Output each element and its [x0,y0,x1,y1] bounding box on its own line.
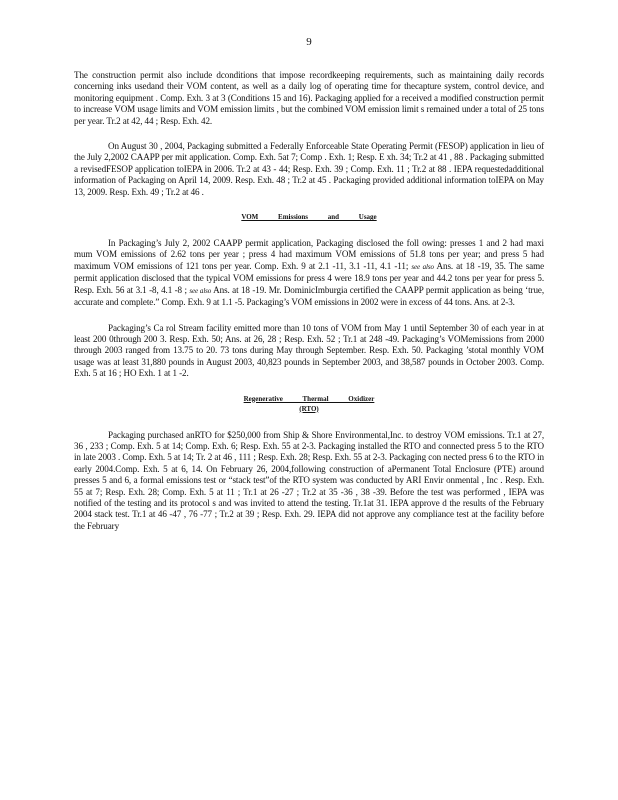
signal-see-also-1: see also [411,262,434,271]
paragraph-fesop-application: On August 30 , 2004, Packaging submitted a Federally Enforceable State Operating Permit (FESOP) application in lieu of the July 2,2002 CAAPP per mit application. Comp. Exh. 5at 7; Comp . Exh. 1; Resp. E xh. 34; Tr.2 at 41 , 88 . Packaging submitted a revisedFESOP application toIEPA in 2006. Tr.2 at 43 - 44; Resp. Exh. 39 ; Comp. Exh. 11 ; Tr.2 at 88 . IEPA requestedadditional information of Packaging on April 14, 2009. Resp. Exh. 48 ; Tr.2 at 45 . Packaging provided additional information toIEPA on May 13, 2009. Resp. Exh. 49 ; Tr.2 at 46 . [74,141,544,197]
paragraph-caapp-part-2: Ans. at 18 -19, 35. The same permit application disclosed that the typical VOM emissions for press 4 were 18.9 tons per year and 44.2 tons per year for press 5. Resp. Exh. 56 at 3.1 -8, 4.1 -8 ; [74,260,545,295]
heading-vom-emissions [74,212,544,222]
signal-see-also-2: see also [189,286,212,295]
document-body [74,70,544,532]
paragraph-caapp-part-1: In Packaging’s July 2, 2002 CAAPP permit application, Packaging disclosed the foll owing: presses 1 and 2 had maxi mum VOM emissions of 2.62 tons per year ; press 4 had maximum VOM emissions of 51.8 tons per year; and press 5 had maximum VOM emissions of 121 tons per year. Comp. Exh. 9 at 2.1 -11, 3.1 -11, 4.1 -11; [74,238,544,271]
heading-rto-text: Regenerative Thermal Oxidizer (RTO) [243,394,375,413]
paragraph-caapp-part-3: Ans. at 18 -19. Mr. DominicImburgia certified the CAAPP permit application as being ‘true, accurate and complete.” Comp. Exh. 9 at 1.1 -5. Packaging’s VOM emissions in 2002 were in excess of 44 tons. Ans. at 2-3. [74,284,545,308]
heading-rto [74,394,544,414]
page-number: 9 [306,36,312,48]
heading-vom-emissions-text: VOM Emissions and Usage [241,213,377,222]
paragraph-construction-permit: The construction permit also include dconditions that impose recordkeeping requirements, such as maintaining daily records concerning inks usedand their VOM content, as well as a daily log of operating time for thecapture system, control device, and monitoring equipment . Comp. Exh. 3 at 3 (Conditions 15 and 16). Packaging applied for a received a modified construction permit to increase VOM usage limits and VOM emission limits , but the combined VOM emission limit s remained under a total of 25 tons per year. Tr.2 at 42, 44 ; Resp. Exh. 42. [74,70,544,126]
paragraph-rto-purchase: Packaging purchased anRTO for $250,000 from Ship & Shore Environmental,Inc. to destroy VOM emissions. Tr.1 at 27, 36 , 233 ; Comp. Exh. 5 at 14; Comp. Exh. 6; Resp. Exh. 55 at 2-3. Packaging installed the RTO and connected press 5 to the RTO in late 2003 . Comp. Exh. 5 at 14; Tr. 2 at 46 , 111 ; Resp. Exh. 28; Resp. Exh. 55 at 2-3. Packaging con nected press 6 to the RTO in early 2004.Comp. Exh. 5 at 6, 14. On February 26, 2004,following construction of aPermanent Total Enclosure (PTE) around presses 5 and 6, a formal emissions test or “stack test”of the RTO system was conducted by ARI Envir onmental , Inc . Resp. Exh. 55 at 7; Resp. Exh. 28; Comp. Exh. 5 at 11 ; Tr.1 at 26 -27 ; Tr.2 at 35 -36 , 38 -39. Before the test was performed , IEPA was notified of the testing and its protocol s and was invited to attend the testing. Tr.1at 31. IEPA approve d the results of the February 2004 stack test. Tr.1 at 46 -47 , 76 -77 ; Tr.2 at 39 ; Resp. Exh. 29. IEPA did not approve any compliance test at the facility before the February [74,429,544,531]
paragraph-caapp-disclosure [74,238,544,308]
paragraph-carol-stream-emissions: Packaging’s Ca rol Stream facility emitted more than 10 tons of VOM from May 1 until September 30 of each year in at least 200 0through 200 3. Resp. Exh. 50; Ans. at 26, 28 ; Resp. Exh. 52 ; Tr.1 at 248 -49. Packaging’s VOMemissions from 2000 through 2003 ranged from 13.75 to 20. 73 tons during May through September. Resp. Exh. 50. Packaging ’stotal monthly VOM usage was at least 31,880 pounds in August 2003, 40,823 pounds in September 2003, and 38,587 pounds in October 2003. Comp. Exh. 5 at 16 ; HO Exh. 1 at 1 -2. [74,322,544,379]
